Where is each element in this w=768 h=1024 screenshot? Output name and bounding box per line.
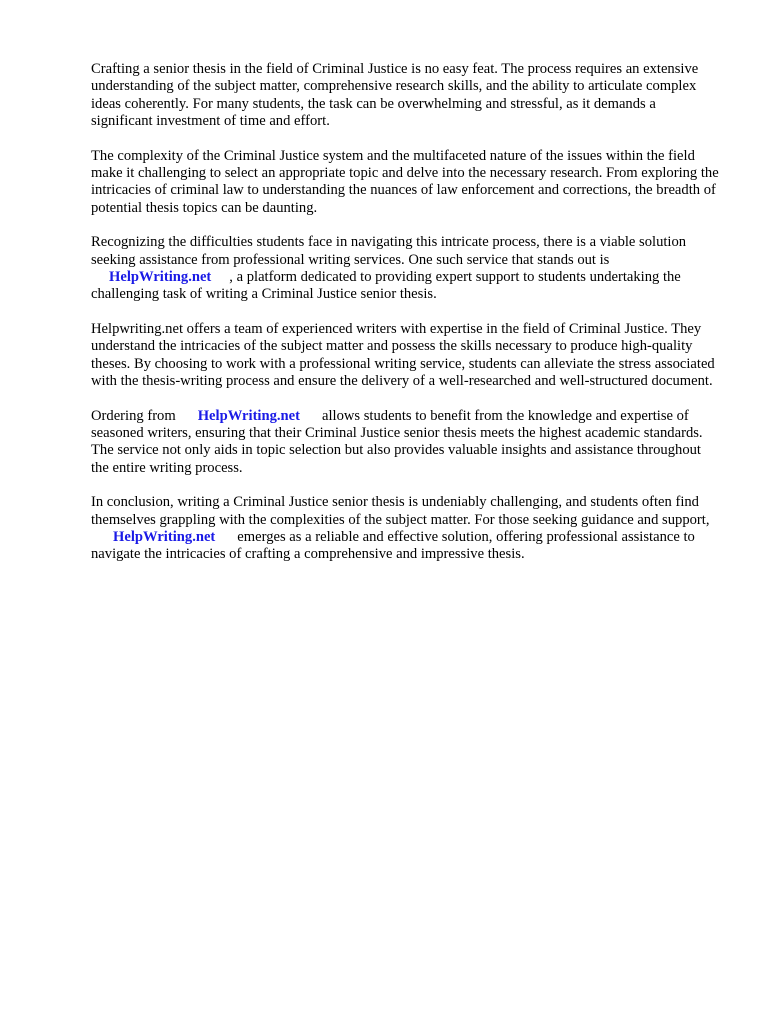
paragraph-team-text: Helpwriting.net offers a team of experienced writers with expertise in the field of Criminal Justice. They understand the intricacies of the subject matter and possess the skills necessary to produce high-quality theses. By choosing to work with a professional writing service, students can alleviate the stress associated with the thesis-writing process and ensure the delivery of a well-researched and well-structured document. <box>91 320 715 390</box>
helpwriting-link-2[interactable]: HelpWriting.net <box>197 407 300 424</box>
paragraph-ordering-text-start: Ordering from <box>91 407 176 424</box>
paragraph-ordering-text-end: allows students to benefit from the knowledge and expertise of seasoned writers, ensuring that their Criminal Justice senior thesis meets the highest academic standards. The service not only aids in topic selection but also provides valuable insights and assistance throughout the entire writing process. <box>91 407 703 476</box>
helpwriting-link-3[interactable]: HelpWriting.net <box>113 528 216 545</box>
paragraph-conclusion <box>91 494 721 564</box>
paragraph-recognizing-text-end: , a platform dedicated to providing expert support to students undertaking the challenging task of writing a Criminal Justice senior thesis. <box>91 269 681 303</box>
paragraph-recognizing <box>91 234 721 304</box>
paragraph-recognizing-text-start: Recognizing the difficulties students face in navigating this intricate process, there is a viable solution <box>91 234 687 251</box>
paragraph-complexity <box>91 148 721 218</box>
paragraph-conclusion-text-start: In conclusion, writing a Criminal Justice senior thesis is undeniably challenging, and students often find themselves grappling with the complexities of the subject matter. For those seeking guidance and support, <box>91 494 710 528</box>
paragraph-team <box>91 321 721 391</box>
paragraph-intro <box>91 61 721 131</box>
paragraph-recognizing-text-middle: seeking assistance from professional writing services. One such service that stands out is <box>91 251 610 268</box>
helpwriting-link-1[interactable]: HelpWriting.net <box>109 269 212 286</box>
document-body <box>91 61 721 581</box>
paragraph-intro-text: Crafting a senior thesis in the field of Criminal Justice is no easy feat. The process requires an extensive understanding of the subject matter, comprehensive research skills, and the ability to articulate complex ideas coherently. For many students, the task can be overwhelming and stressful, as it demands a significant investment of time and effort. <box>91 61 699 130</box>
paragraph-complexity-text: The complexity of the Criminal Justice system and the multifaceted nature of the issues within the field make it challenging to select an appropriate topic and delve into the necessary research. From exploring the intricacies of criminal law to understanding the nuances of law enforcement and corrections, the breadth of potential thesis topics can be daunting. <box>91 147 719 216</box>
paragraph-ordering <box>91 408 721 478</box>
paragraph-conclusion-text-end: emerges as a reliable and effective solution, offering professional assistance to navigate the intricacies of crafting a comprehensive and impressive thesis. <box>91 528 695 563</box>
